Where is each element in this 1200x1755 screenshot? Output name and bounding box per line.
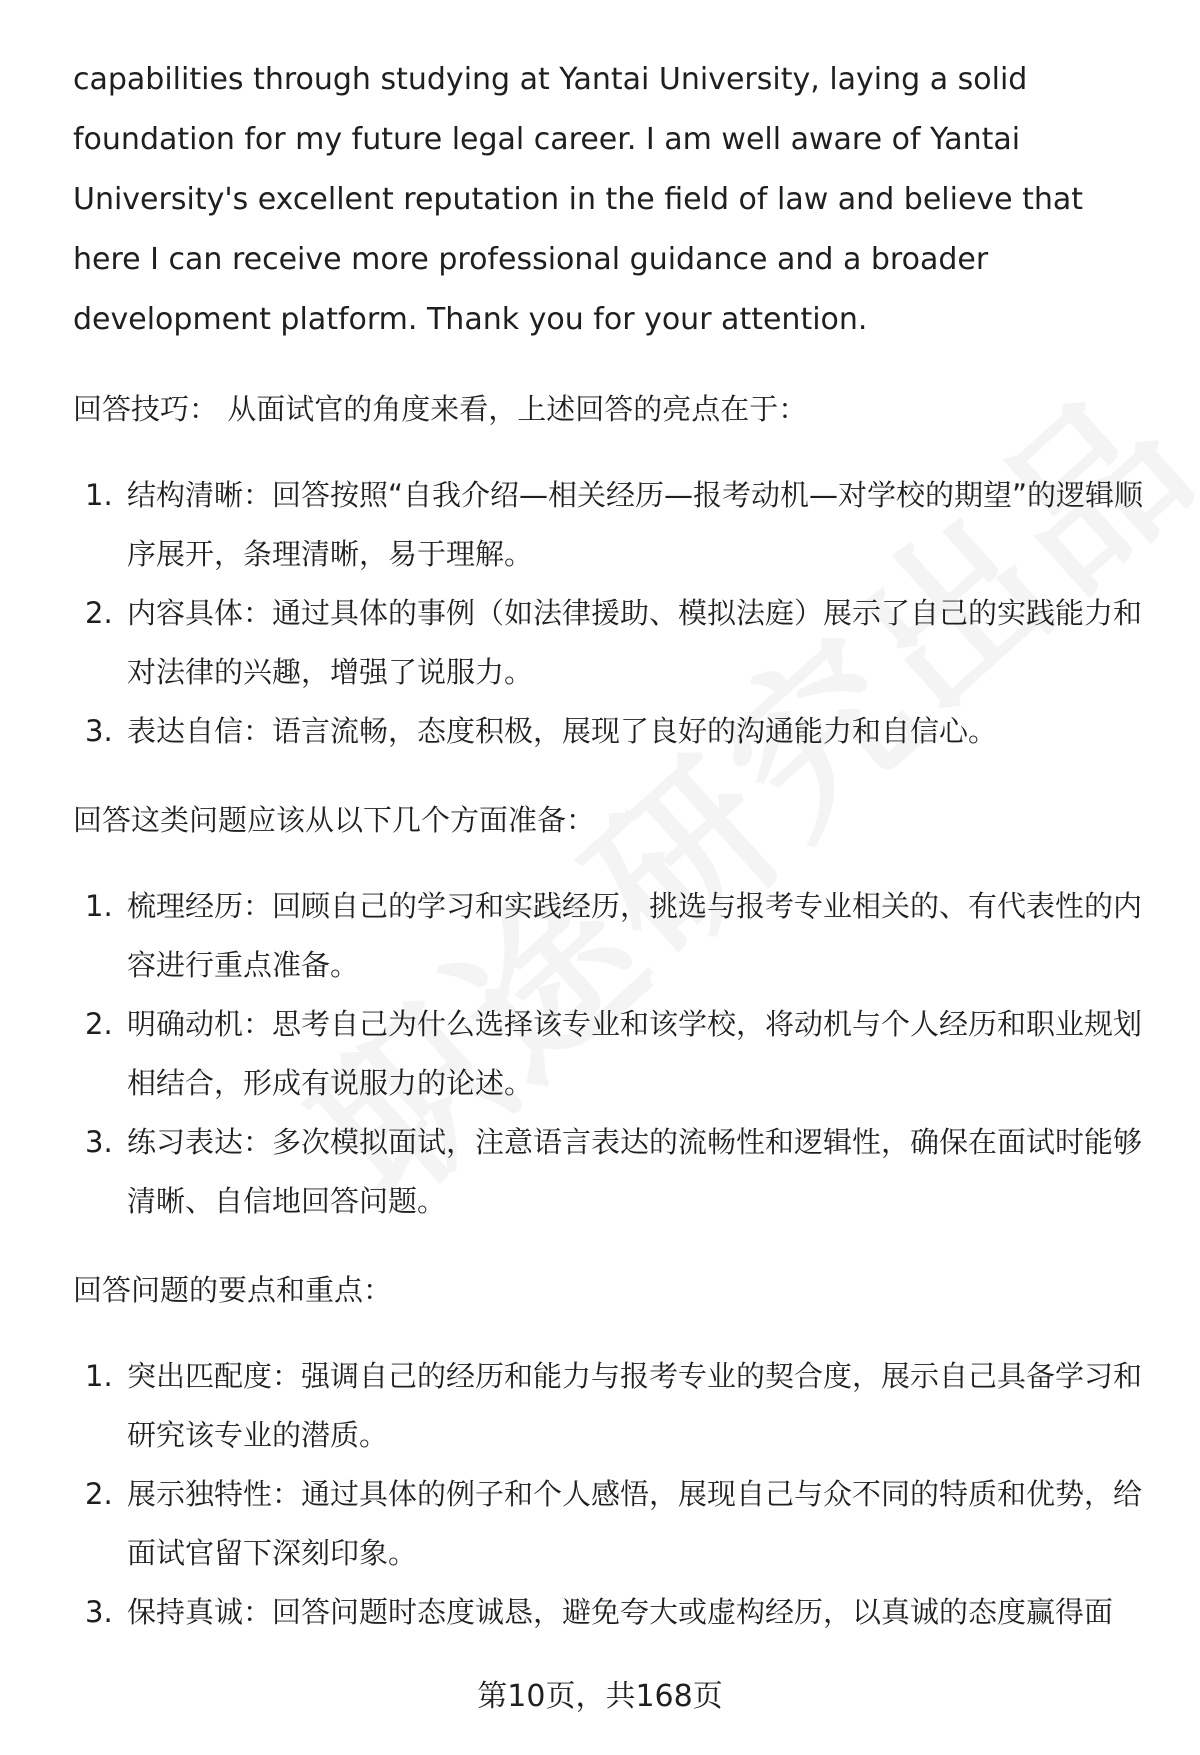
list-item-text: 展示独特性：通过具体的例子和个人感悟，展现自己与众不同的特质和优势，给面试官留下深刻印象。 [127, 1477, 1143, 1570]
list-item [73, 995, 1153, 1113]
key-points-list [73, 1347, 1153, 1642]
list-item [73, 1113, 1153, 1231]
section-heading-preparation: 回答这类问题应该从以下几个方面准备： [73, 803, 596, 837]
list-number: 3. [85, 1125, 113, 1159]
list-number: 1. [85, 889, 113, 923]
page-content [73, 50, 1153, 1672]
list-item [73, 584, 1153, 702]
preparation-list [73, 877, 1153, 1231]
list-number: 2. [85, 1477, 113, 1511]
list-item [73, 1347, 1153, 1465]
list-item-text: 保持真诚：回答问题时态度诚恳，避免夸大或虚构经历，以真诚的态度赢得面 [127, 1595, 1114, 1629]
list-item-text: 结构清晰：回答按照“自我介绍—相关经历—报考动机—对学校的期望”的逻辑顺序展开，条理清晰，易于理解。 [127, 478, 1144, 571]
list-number: 1. [85, 1359, 113, 1393]
intro-paragraph: capabilities through studying at Yantai University, laying a solid foundation for my future legal career. I am well aware of Yantai University's excellent reputation in the field of law and believe that here I can receive more professional guidance and a broader development platform. Thank you for your attention. [73, 62, 1084, 337]
list-item-text: 明确动机：思考自己为什么选择该专业和该学校，将动机与个人经历和职业规划相结合，形成有说服力的论述。 [127, 1007, 1143, 1100]
list-item-text: 练习表达：多次模拟面试，注意语言表达的流畅性和逻辑性，确保在面试时能够清晰、自信地回答问题。 [127, 1125, 1143, 1218]
list-item [73, 1583, 1153, 1642]
list-item-text: 突出匹配度：强调自己的经历和能力与报考专业的契合度，展示自己具备学习和研究该专业的潜质。 [127, 1359, 1143, 1452]
list-number: 1. [85, 478, 113, 512]
list-item-text: 梳理经历：回顾自己的学习和实践经历，挑选与报考专业相关的、有代表性的内容进行重点准备。 [127, 889, 1143, 982]
answer-tips-list [73, 466, 1153, 761]
list-number: 3. [85, 1595, 113, 1629]
list-item [73, 702, 1153, 761]
section-heading-key-points: 回答问题的要点和重点： [73, 1273, 393, 1307]
section-heading-answer-tips: 回答技巧： 从面试官的角度来看，上述回答的亮点在于： [73, 392, 808, 426]
list-number: 2. [85, 596, 113, 630]
list-number: 2. [85, 1007, 113, 1041]
list-item [73, 1465, 1153, 1583]
list-item-text: 表达自信：语言流畅，态度积极，展现了良好的沟通能力和自信心。 [127, 714, 998, 748]
list-number: 3. [85, 714, 113, 748]
list-item [73, 877, 1153, 995]
list-item [73, 466, 1153, 584]
list-item-text: 内容具体：通过具体的事例（如法律援助、模拟法庭）展示了自己的实践能力和对法律的兴趣，增强了说服力。 [127, 596, 1143, 689]
page-number: 第10页，共168页 [477, 1679, 723, 1714]
